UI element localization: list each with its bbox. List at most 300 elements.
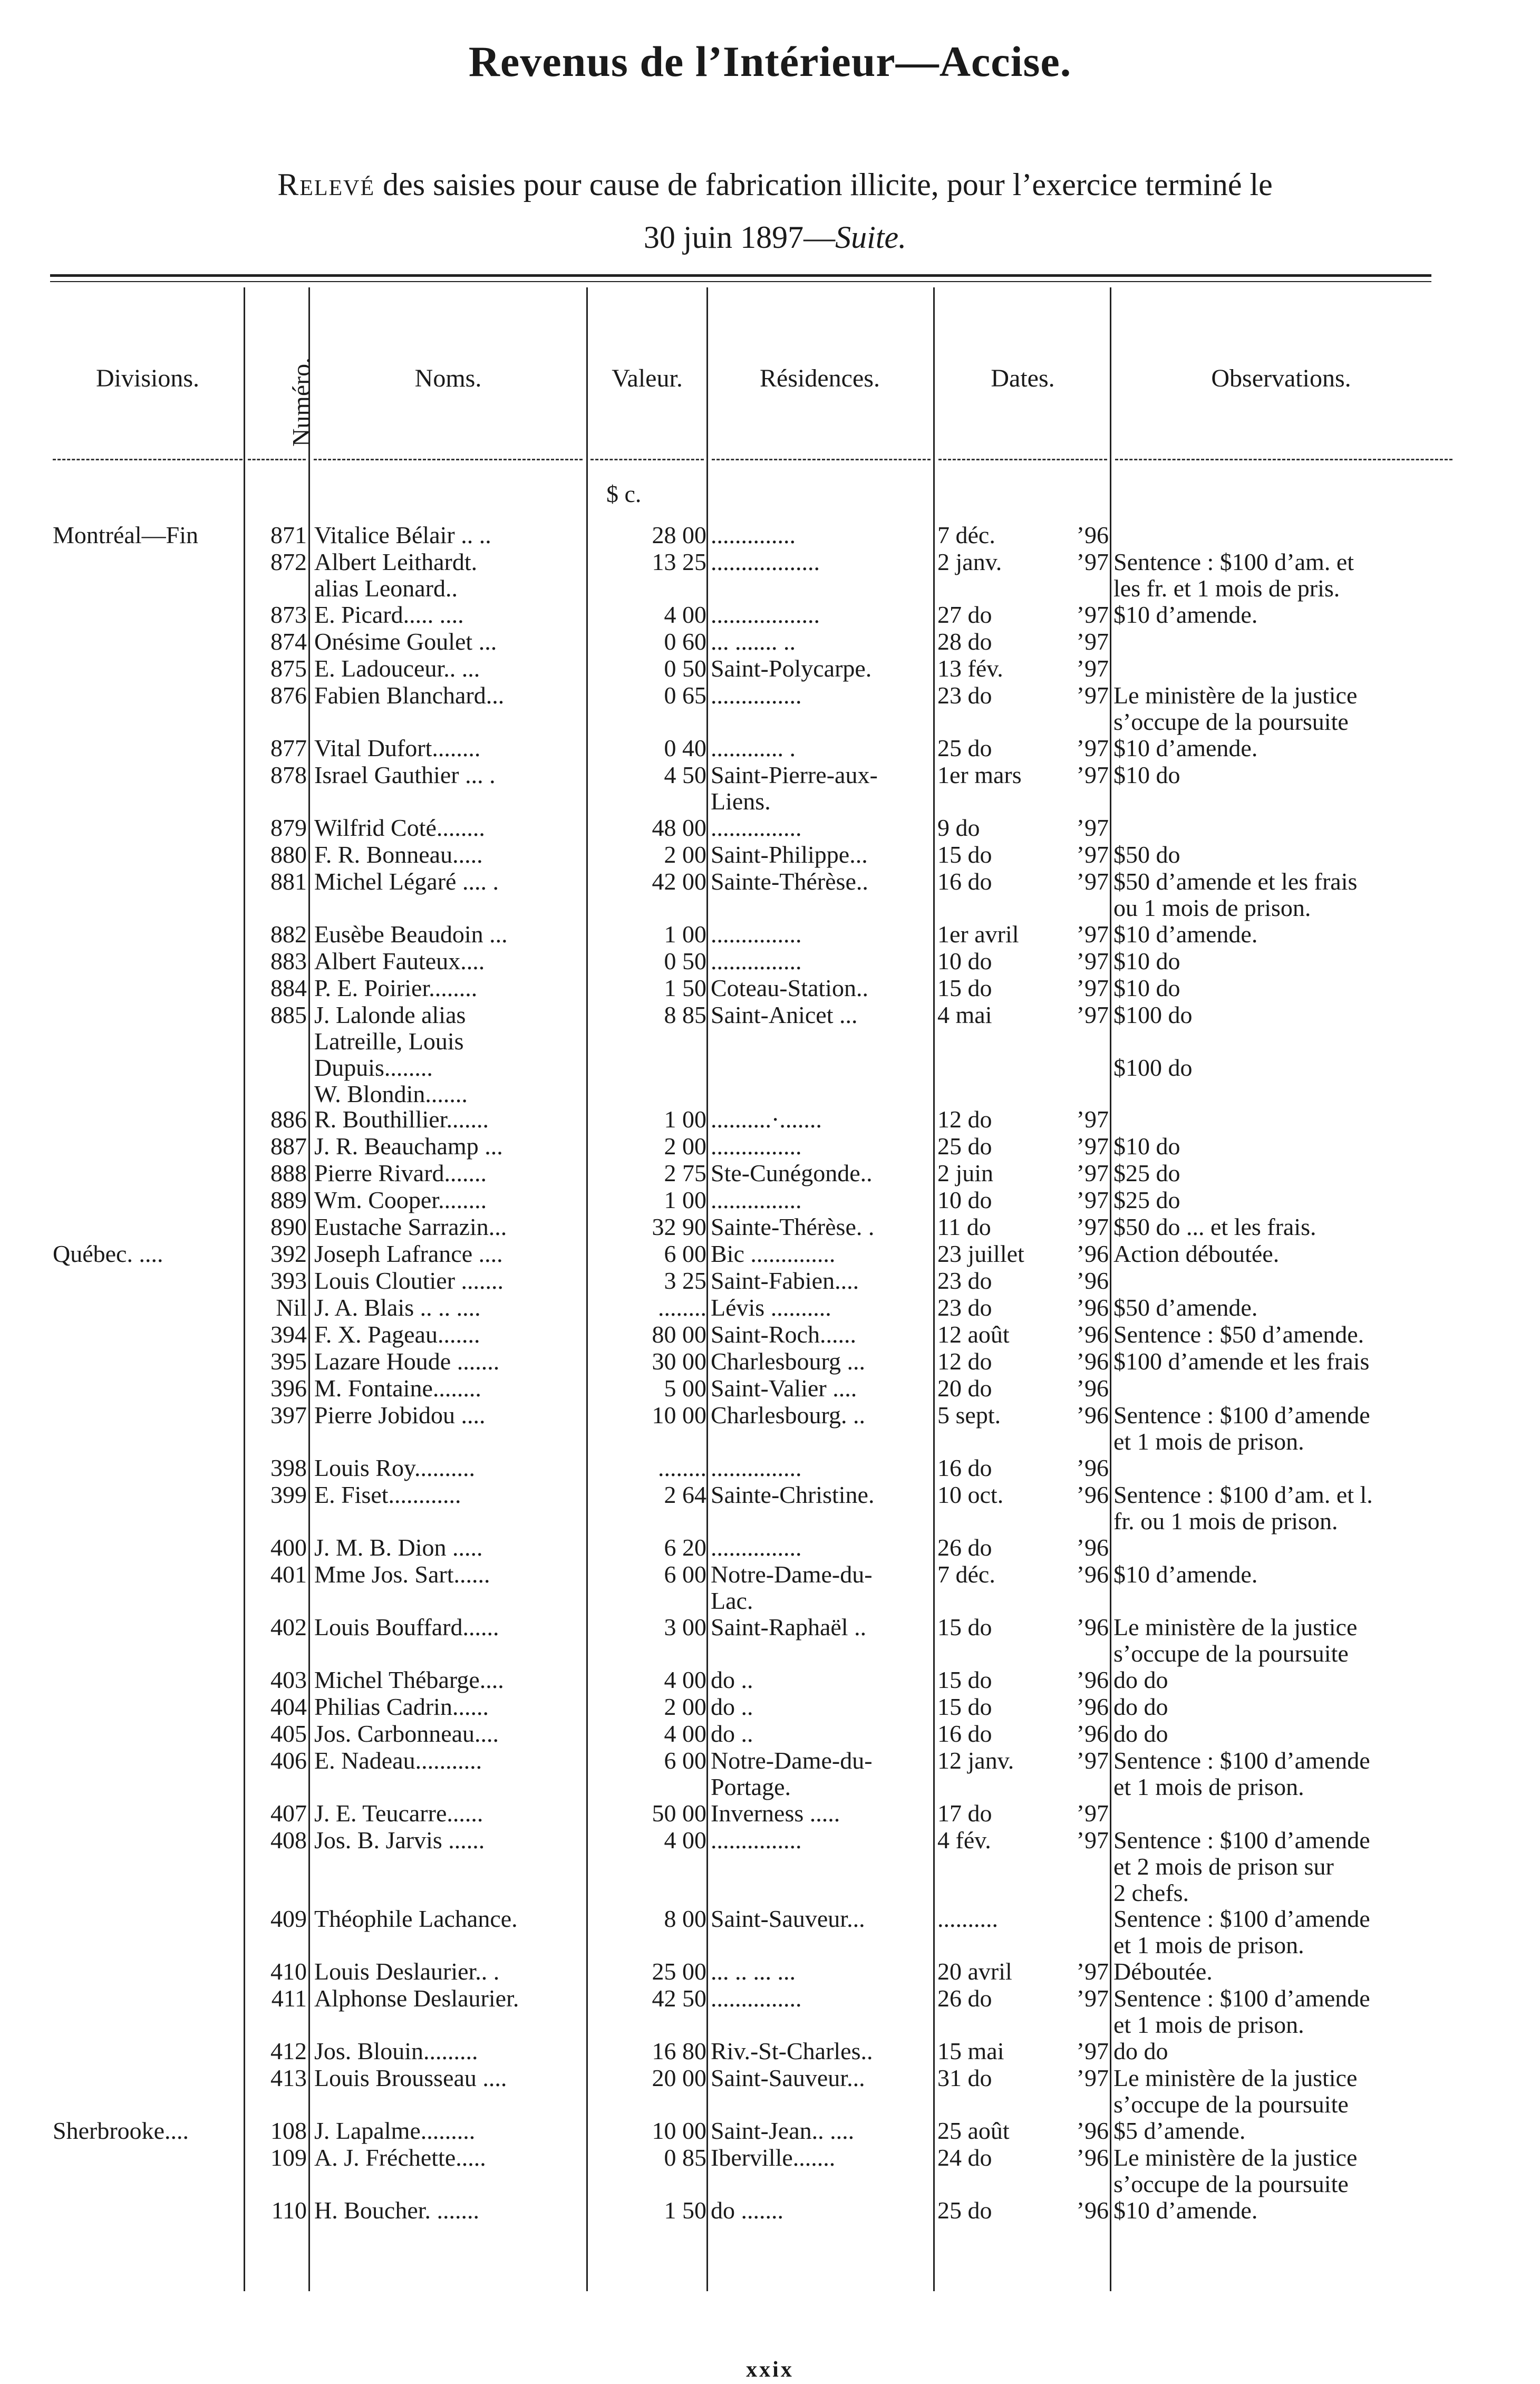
numero-cell: Nil xyxy=(276,1294,307,1321)
value-cell: 6 00 xyxy=(664,1747,706,1774)
observation-cell: $100 d’amende et les frais xyxy=(1113,1348,1370,1375)
date-cell: 4 mai xyxy=(937,1001,992,1028)
observation-cell: $50 do xyxy=(1113,841,1180,868)
observation-cell: Le ministère de la justice s’occupe de la poursuite xyxy=(1113,2064,1358,2118)
name-cell: Vitalice Bélair .. .. xyxy=(314,522,491,548)
value-cell: 25 00 xyxy=(652,1958,706,1985)
date-cell: 24 do xyxy=(937,2144,992,2171)
residence-cell: Inverness ..... xyxy=(711,1800,840,1827)
numero-cell: 108 xyxy=(270,2117,307,2144)
residence-cell: do ....... xyxy=(711,2197,783,2224)
numero-cell: 401 xyxy=(270,1561,307,1588)
value-cell: 0 65 xyxy=(664,682,706,709)
numero-cell: 407 xyxy=(270,1800,307,1827)
observation-cell: Sentence : $100 d’am. et l. fr. ou 1 mois de prison. xyxy=(1113,1481,1373,1534)
date-cell: 1er avril xyxy=(937,921,1019,948)
value-cell: 4 00 xyxy=(664,1666,706,1693)
residence-cell: Saint-Philippe... xyxy=(711,841,868,868)
name-cell: Louis Bouffard...... xyxy=(314,1614,499,1640)
name-cell: F. R. Bonneau..... xyxy=(314,841,483,868)
year-cell: ’97 xyxy=(1076,1747,1109,1774)
year-cell: ’97 xyxy=(1076,868,1109,895)
numero-cell: 872 xyxy=(270,548,307,575)
numero-cell: 393 xyxy=(270,1267,307,1294)
residence-cell: Coteau-Station.. xyxy=(711,974,868,1001)
name-cell: Joseph Lafrance .... xyxy=(314,1240,503,1267)
header-divider xyxy=(1115,459,1452,460)
observation-cell: Sentence : $100 d’amende et 1 mois de prison. xyxy=(1113,1905,1370,1958)
residence-cell: ... .. ... ... xyxy=(711,1958,796,1985)
header-noms: Noms. xyxy=(414,364,482,392)
residence-cell: Saint-Anicet ... xyxy=(711,1001,858,1028)
numero-cell: 406 xyxy=(270,1747,307,1774)
top-rule-thick xyxy=(50,274,1431,277)
header-observations: Observations. xyxy=(1211,364,1351,392)
value-cell: 4 50 xyxy=(664,761,706,788)
numero-cell: 881 xyxy=(270,868,307,895)
residence-cell: .................. xyxy=(711,601,820,628)
residence-cell: ............... xyxy=(711,1827,802,1854)
numero-cell: 886 xyxy=(270,1106,307,1133)
value-cell: ........ xyxy=(658,1294,706,1321)
header-residences: Résidences. xyxy=(760,364,880,392)
residence-cell: ............... xyxy=(711,1534,802,1561)
date-cell: 10 do xyxy=(937,1186,992,1213)
year-cell: ’96 xyxy=(1076,2117,1109,2144)
subtitle-lead: Relevé xyxy=(277,167,375,202)
numero-cell: 875 xyxy=(270,655,307,682)
year-cell: ’97 xyxy=(1076,761,1109,788)
year-cell: ’97 xyxy=(1076,1160,1109,1186)
date-cell: 15 do xyxy=(937,1693,992,1720)
value-cell: ........ xyxy=(658,1454,706,1481)
observation-cell: $50 do ... et les frais. xyxy=(1113,1213,1316,1240)
residence-cell: ............... xyxy=(711,1186,802,1213)
residence-cell: ............... xyxy=(711,1454,802,1481)
date-cell: 25 do xyxy=(937,1133,992,1160)
header-divider xyxy=(314,459,583,460)
year-cell: ’97 xyxy=(1076,1958,1109,1985)
value-cell: 30 00 xyxy=(652,1348,706,1375)
date-cell: 10 do xyxy=(937,948,992,974)
year-cell: ’97 xyxy=(1076,2038,1109,2064)
name-cell: Lazare Houde ....... xyxy=(314,1348,500,1375)
name-cell: Albert Fauteux.... xyxy=(314,948,485,974)
year-cell: ’97 xyxy=(1076,2064,1109,2091)
page-title: Revenus de l’Intérieur—Accise. xyxy=(468,37,1072,85)
year-cell: ’97 xyxy=(1076,1133,1109,1160)
numero-cell: 412 xyxy=(270,2038,307,2064)
residence-cell: Saint-Roch...... xyxy=(711,1321,856,1348)
subtitle xyxy=(105,158,1445,264)
name-cell: Michel Thébarge.... xyxy=(314,1666,504,1693)
observation-cell: Déboutée. xyxy=(1113,1958,1213,1985)
name-cell: E. Nadeau........... xyxy=(314,1747,482,1774)
date-cell: 16 do xyxy=(937,1720,992,1747)
name-cell: J. Lapalme......... xyxy=(314,2117,476,2144)
observation-cell: Le ministère de la justice s’occupe de la poursuite xyxy=(1113,682,1358,735)
name-cell: E. Ladouceur.. ... xyxy=(314,655,480,682)
numero-cell: 873 xyxy=(270,601,307,628)
year-cell: ’97 xyxy=(1076,1186,1109,1213)
residence-cell: Charlesbourg. .. xyxy=(711,1402,866,1429)
name-cell: Eustache Sarrazin... xyxy=(314,1213,507,1240)
numero-cell: 409 xyxy=(270,1905,307,1932)
name-cell: Albert Leithardt. alias Leonard.. xyxy=(314,548,478,602)
year-cell: ’97 xyxy=(1076,682,1109,709)
numero-cell: 413 xyxy=(270,2064,307,2091)
date-cell: 31 do xyxy=(937,2064,992,2091)
residence-cell: do .. xyxy=(711,1720,753,1747)
name-cell: Pierre Jobidou .... xyxy=(314,1402,486,1429)
numero-cell: 879 xyxy=(270,814,307,841)
value-cell: 16 80 xyxy=(652,2038,706,2064)
numero-cell: 874 xyxy=(270,628,307,655)
name-cell: R. Bouthillier....... xyxy=(314,1106,489,1133)
date-cell: 26 do xyxy=(937,1985,992,2012)
header-divider xyxy=(248,459,306,460)
header-divisions: Divisions. xyxy=(95,364,200,392)
residence-cell: Sainte-Thérèse.. xyxy=(711,868,868,895)
observation-cell: do do xyxy=(1113,1666,1168,1693)
numero-cell: 109 xyxy=(270,2144,307,2171)
year-cell: ’97 xyxy=(1076,1001,1109,1028)
year-cell: ’96 xyxy=(1076,1454,1109,1481)
date-cell: 12 janv. xyxy=(937,1747,1014,1774)
date-cell: 23 do xyxy=(937,682,992,709)
numero-cell: 888 xyxy=(270,1160,307,1186)
date-cell: 2 janv. xyxy=(937,548,1002,575)
numero-cell: 405 xyxy=(270,1720,307,1747)
name-cell: F. X. Pageau....... xyxy=(314,1321,480,1348)
date-cell: 17 do xyxy=(937,1800,992,1827)
name-cell: Jos. Blouin......... xyxy=(314,2038,478,2064)
year-cell: ’97 xyxy=(1076,948,1109,974)
value-cell: 0 50 xyxy=(664,655,706,682)
residence-cell: Saint-Fabien.... xyxy=(711,1267,859,1294)
date-cell: 23 do xyxy=(937,1267,992,1294)
numero-cell: 877 xyxy=(270,735,307,761)
observation-cell: $25 do xyxy=(1113,1186,1180,1213)
observation-cell: $100 do $100 do xyxy=(1113,1001,1193,1081)
numero-cell: 890 xyxy=(270,1213,307,1240)
value-cell: 2 00 xyxy=(664,1133,706,1160)
date-cell: .......... xyxy=(937,1905,998,1932)
header-divider xyxy=(712,459,931,460)
numero-cell: 402 xyxy=(270,1614,307,1640)
observation-cell: $10 do xyxy=(1113,1133,1180,1160)
value-cell: 50 00 xyxy=(652,1800,706,1827)
year-cell: ’96 xyxy=(1076,1294,1109,1321)
name-cell: P. E. Poirier........ xyxy=(314,974,478,1001)
numero-cell: 878 xyxy=(270,761,307,788)
value-cell: 3 25 xyxy=(664,1267,706,1294)
residence-cell: Saint-Sauveur... xyxy=(711,2064,865,2091)
observation-cell: $10 d’amende. xyxy=(1113,735,1258,761)
residence-cell: .................. xyxy=(711,548,820,575)
residence-cell: Bic .............. xyxy=(711,1240,836,1267)
value-cell: 80 00 xyxy=(652,1321,706,1348)
name-cell: Louis Roy.......... xyxy=(314,1454,475,1481)
residence-cell: do .. xyxy=(711,1693,753,1720)
date-cell: 25 do xyxy=(937,735,992,761)
numero-cell: 882 xyxy=(270,921,307,948)
residence-cell: Saint-Polycarpe. xyxy=(711,655,872,682)
numero-cell: 399 xyxy=(270,1481,307,1508)
header-divider xyxy=(590,459,704,460)
header-dates: Dates. xyxy=(991,364,1055,392)
residence-cell: Charlesbourg ... xyxy=(711,1348,866,1375)
observation-cell: $5 d’amende. xyxy=(1113,2117,1246,2144)
observation-cell: $25 do xyxy=(1113,1160,1180,1186)
residence-cell: Saint-Raphaël .. xyxy=(711,1614,867,1640)
year-cell: ’96 xyxy=(1076,2197,1109,2224)
year-cell: ’97 xyxy=(1076,921,1109,948)
date-cell: 10 oct. xyxy=(937,1481,1004,1508)
value-cell: 4 00 xyxy=(664,1720,706,1747)
year-cell: ’97 xyxy=(1076,841,1109,868)
numero-cell: 400 xyxy=(270,1534,307,1561)
name-cell: Wm. Cooper........ xyxy=(314,1186,487,1213)
name-cell: Louis Cloutier ....... xyxy=(314,1267,504,1294)
subtitle-suite: Suite. xyxy=(835,220,907,255)
residence-cell: Saint-Sauveur... xyxy=(711,1905,865,1932)
column-rule xyxy=(308,287,310,2291)
date-cell: 5 sept. xyxy=(937,1402,1001,1429)
residence-cell: ............... xyxy=(711,814,802,841)
observation-cell: $10 d’amende. xyxy=(1113,1561,1258,1588)
numero-cell: 408 xyxy=(270,1827,307,1854)
date-cell: 15 do xyxy=(937,841,992,868)
value-cell: 4 00 xyxy=(664,601,706,628)
name-cell: Israel Gauthier ... . xyxy=(314,761,496,788)
observation-cell: Sentence : $100 d’am. et les fr. et 1 mois de pris. xyxy=(1113,548,1354,602)
date-cell: 26 do xyxy=(937,1534,992,1561)
observation-cell: Sentence : $100 d’amende et 1 mois de prison. xyxy=(1113,1747,1370,1800)
date-cell: 16 do xyxy=(937,868,992,895)
year-cell: ’96 xyxy=(1076,1267,1109,1294)
year-cell: ’96 xyxy=(1076,1348,1109,1375)
numero-cell: 884 xyxy=(270,974,307,1001)
name-cell: Jos. Carbonneau.... xyxy=(314,1720,499,1747)
residence-cell: Ste-Cunégonde.. xyxy=(711,1160,873,1186)
numero-cell: 110 xyxy=(271,2197,307,2224)
subtitle-line2: 30 juin 1897— xyxy=(643,220,836,255)
year-cell: ’97 xyxy=(1076,814,1109,841)
numero-cell: 404 xyxy=(270,1693,307,1720)
name-cell: J. M. B. Dion ..... xyxy=(314,1534,483,1561)
value-cell: 0 40 xyxy=(664,735,706,761)
name-cell: Onésime Goulet ... xyxy=(314,628,497,655)
residence-cell: Saint-Valier .... xyxy=(711,1375,857,1402)
residence-cell: Notre-Dame-du- Lac. xyxy=(711,1561,873,1614)
value-cell: 2 00 xyxy=(664,841,706,868)
residence-cell: Notre-Dame-du- Portage. xyxy=(711,1747,873,1800)
value-cell: 1 00 xyxy=(664,1106,706,1133)
date-cell: 15 do xyxy=(937,974,992,1001)
header-divider xyxy=(938,459,1107,460)
observation-cell: $10 do xyxy=(1113,948,1180,974)
numero-cell: 887 xyxy=(270,1133,307,1160)
year-cell: ’97 xyxy=(1076,1213,1109,1240)
name-cell: Philias Cadrin...... xyxy=(314,1693,489,1720)
name-cell: M. Fontaine........ xyxy=(314,1375,481,1402)
name-cell: Pierre Rivard....... xyxy=(314,1160,487,1186)
residence-cell: ............... xyxy=(711,1985,802,2012)
observation-cell: Sentence : $50 d’amende. xyxy=(1113,1321,1364,1348)
year-cell: ’97 xyxy=(1076,1106,1109,1133)
value-cell: 0 60 xyxy=(664,628,706,655)
observation-cell: $50 d’amende et les frais ou 1 mois de prison. xyxy=(1113,868,1358,921)
name-cell: A. J. Fréchette..... xyxy=(314,2144,486,2171)
residence-cell: Sainte-Thérèse. . xyxy=(711,1213,875,1240)
residence-cell: do .. xyxy=(711,1666,753,1693)
observation-cell: $10 d’amende. xyxy=(1113,2197,1258,2224)
name-cell: E. Fiset............ xyxy=(314,1481,461,1508)
residence-cell: ............ . xyxy=(711,735,796,761)
numero-cell: 394 xyxy=(270,1321,307,1348)
year-cell: ’96 xyxy=(1076,1321,1109,1348)
observation-cell: $10 do xyxy=(1113,761,1180,788)
name-cell: H. Boucher. ....... xyxy=(314,2197,480,2224)
page-number: xxix xyxy=(746,2358,794,2382)
date-cell: 15 mai xyxy=(937,2038,1004,2064)
observation-cell: $10 do xyxy=(1113,974,1180,1001)
year-cell: ’96 xyxy=(1076,1481,1109,1508)
year-cell: ’96 xyxy=(1076,1375,1109,1402)
year-cell: ’96 xyxy=(1076,1402,1109,1429)
column-rule xyxy=(933,287,935,2291)
date-cell: 4 fév. xyxy=(937,1827,991,1854)
date-cell: 9 do xyxy=(937,814,980,841)
observation-cell: $50 d’amende. xyxy=(1113,1294,1258,1321)
observation-cell: do do xyxy=(1113,2038,1168,2064)
residence-cell: .............. xyxy=(711,522,796,548)
name-cell: Vital Dufort........ xyxy=(314,735,481,761)
date-cell: 2 juin xyxy=(937,1160,994,1186)
numero-cell: 397 xyxy=(270,1402,307,1429)
value-cell: 2 00 xyxy=(664,1693,706,1720)
value-cell: 13 25 xyxy=(652,548,706,575)
value-cell: 2 75 xyxy=(664,1160,706,1186)
date-cell: 12 do xyxy=(937,1348,992,1375)
name-cell: Eusèbe Beaudoin ... xyxy=(314,921,508,948)
observation-cell: Sentence : $100 d’amende et 1 mois de prison. xyxy=(1113,1402,1370,1455)
residence-cell: ..........·....... xyxy=(711,1106,822,1133)
year-cell: ’97 xyxy=(1076,735,1109,761)
value-cell: 48 00 xyxy=(652,814,706,841)
date-cell: 27 do xyxy=(937,601,992,628)
name-cell: Louis Deslaurier.. . xyxy=(314,1958,500,1985)
year-cell: ’97 xyxy=(1076,628,1109,655)
numero-cell: 889 xyxy=(270,1186,307,1213)
date-cell: 20 avril xyxy=(937,1958,1012,1985)
year-cell: ’96 xyxy=(1076,1240,1109,1267)
header-numero: Numéro. xyxy=(287,357,316,447)
date-cell: 15 do xyxy=(937,1666,992,1693)
value-cell: 0 50 xyxy=(664,948,706,974)
numero-cell: 410 xyxy=(270,1958,307,1985)
date-cell: 11 do xyxy=(937,1213,991,1240)
residence-cell: ............... xyxy=(711,948,802,974)
numero-cell: 411 xyxy=(271,1985,307,2012)
date-cell: 20 do xyxy=(937,1375,992,1402)
name-cell: Théophile Lachance. xyxy=(314,1905,518,1932)
residence-cell: ............... xyxy=(711,921,802,948)
year-cell: ’96 xyxy=(1076,522,1109,548)
name-cell: Fabien Blanchard... xyxy=(314,682,505,709)
year-cell: ’97 xyxy=(1076,655,1109,682)
name-cell: J. R. Beauchamp ... xyxy=(314,1133,503,1160)
date-cell: 28 do xyxy=(937,628,992,655)
residence-cell: ............... xyxy=(711,1133,802,1160)
residence-cell: Iberville....... xyxy=(711,2144,836,2171)
year-cell: ’96 xyxy=(1076,1534,1109,1561)
year-cell: ’96 xyxy=(1076,1693,1109,1720)
year-cell: ’97 xyxy=(1076,974,1109,1001)
observation-cell: Sentence : $100 d’amende et 1 mois de prison. xyxy=(1113,1985,1370,2038)
year-cell: ’96 xyxy=(1076,1614,1109,1640)
value-cell: 20 00 xyxy=(652,2064,706,2091)
year-cell: ’97 xyxy=(1076,601,1109,628)
value-unit: $ c. xyxy=(606,480,642,507)
name-cell: Louis Brousseau .... xyxy=(314,2064,507,2091)
name-cell: Michel Légaré .... . xyxy=(314,868,499,895)
value-cell: 32 90 xyxy=(652,1213,706,1240)
observation-cell: Sentence : $100 d’amende et 2 mois de prison sur 2 chefs. xyxy=(1113,1827,1370,1906)
value-cell: 1 00 xyxy=(664,1186,706,1213)
numero-cell: 885 xyxy=(270,1001,307,1028)
division-cell: Québec. .... xyxy=(53,1240,163,1267)
year-cell: ’96 xyxy=(1076,2144,1109,2171)
value-cell: 6 00 xyxy=(664,1240,706,1267)
date-cell: 23 juillet xyxy=(937,1240,1024,1267)
value-cell: 0 85 xyxy=(664,2144,706,2171)
numero-cell: 883 xyxy=(270,948,307,974)
name-cell: Jos. B. Jarvis ...... xyxy=(314,1827,485,1854)
year-cell: ’97 xyxy=(1076,1985,1109,2012)
subtitle-text: des saisies pour cause de fabrication illicite, pour l’exercice terminé le xyxy=(383,167,1273,202)
top-rule-thin xyxy=(50,281,1431,282)
column-rule xyxy=(244,287,245,2291)
date-cell: 16 do xyxy=(937,1454,992,1481)
year-cell: ’97 xyxy=(1076,1800,1109,1827)
residence-cell: Lévis .......... xyxy=(711,1294,831,1321)
name-cell: Mme Jos. Sart...... xyxy=(314,1561,490,1588)
numero-cell: 403 xyxy=(270,1666,307,1693)
year-cell: ’96 xyxy=(1076,1666,1109,1693)
header-valeur: Valeur. xyxy=(612,364,683,392)
residence-cell: Saint-Jean.. .... xyxy=(711,2117,855,2144)
numero-cell: 871 xyxy=(270,522,307,548)
numero-cell: 398 xyxy=(270,1454,307,1481)
value-cell: 42 50 xyxy=(652,1985,706,2012)
observation-cell: $10 d’amende. xyxy=(1113,601,1258,628)
name-cell: E. Picard..... .... xyxy=(314,601,464,628)
name-cell: J. Lalonde alias Latreille, Louis Dupuis........ W. Blondin....... xyxy=(314,1001,468,1107)
year-cell: ’97 xyxy=(1076,1827,1109,1854)
name-cell: Wilfrid Coté........ xyxy=(314,814,485,841)
value-cell: 1 50 xyxy=(664,2197,706,2224)
date-cell: 25 do xyxy=(937,2197,992,2224)
value-cell: 1 50 xyxy=(664,974,706,1001)
observation-cell: Le ministère de la justice s’occupe de la poursuite xyxy=(1113,1614,1358,1667)
observation-cell: do do xyxy=(1113,1720,1168,1747)
value-cell: 10 00 xyxy=(652,1402,706,1429)
value-cell: 6 20 xyxy=(664,1534,706,1561)
year-cell: ’96 xyxy=(1076,1720,1109,1747)
observation-cell: Action déboutée. xyxy=(1113,1240,1280,1267)
